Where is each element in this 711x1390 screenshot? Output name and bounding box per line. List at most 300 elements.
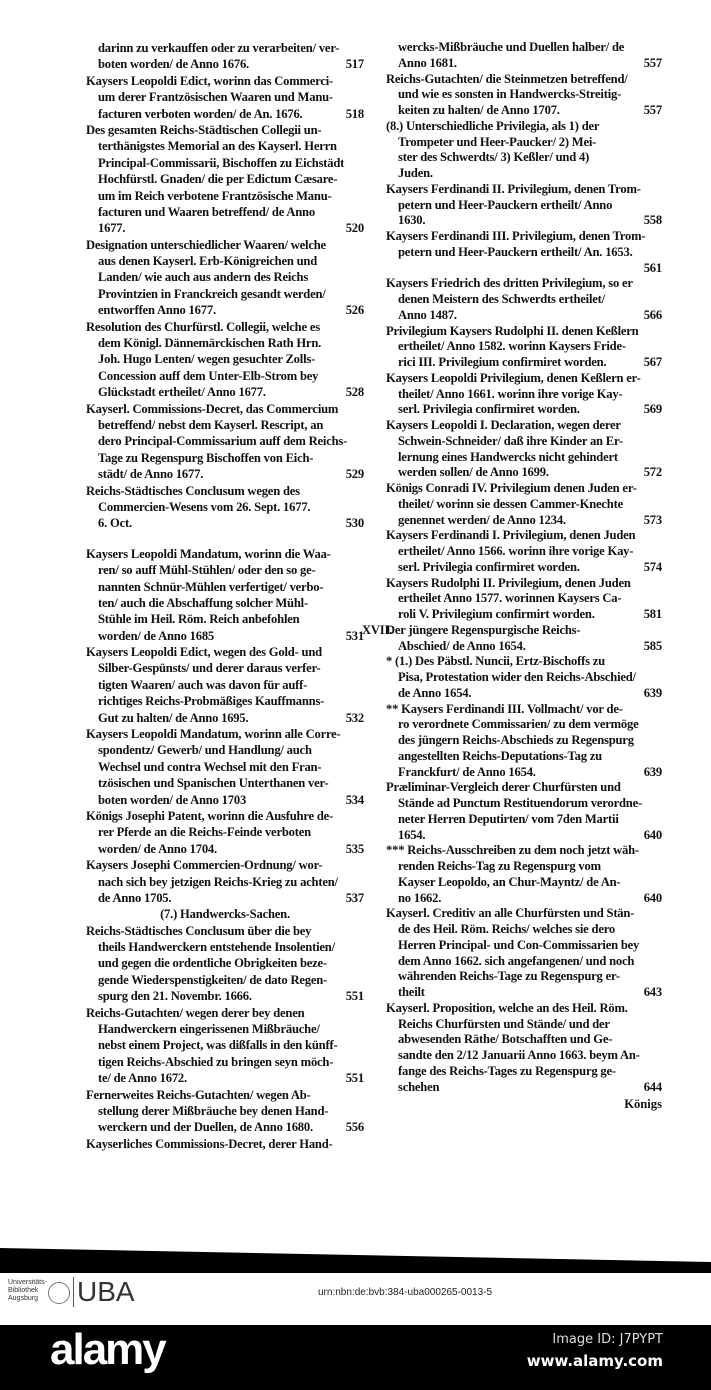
entry-line-text: tigten Waaren/ auch was davon für auff- — [98, 677, 308, 692]
entry-line — [386, 276, 662, 292]
entry-line — [386, 198, 662, 214]
index-entry — [86, 808, 364, 857]
entry-line-text: Silber-Gespünsts/ und derer daraus verfer- — [98, 661, 321, 676]
entry-line — [86, 1119, 364, 1135]
entry-line — [386, 969, 662, 985]
entry-line — [386, 355, 662, 371]
library-footer — [0, 1273, 711, 1325]
entry-line-text: und gegen die ordentliche Obrigkeiten beze- — [98, 956, 327, 971]
index-entry — [386, 843, 662, 906]
left-column — [86, 40, 364, 1152]
entry-line — [386, 150, 662, 166]
entry-line-text: boten worden/ de Anno 1703 — [98, 792, 247, 807]
entry-line-text: terthänigstes Memorial an des Kayserl. Herrn — [98, 139, 337, 154]
entry-line — [386, 954, 662, 970]
entry-line — [386, 387, 662, 403]
page-number: 572 — [643, 465, 662, 480]
entry-line — [386, 843, 662, 859]
entry-line — [86, 808, 364, 824]
entry-line — [86, 579, 364, 595]
entry-line — [386, 245, 662, 261]
page-number: 528 — [345, 385, 364, 400]
page-number: 569 — [643, 402, 662, 417]
entry-line — [86, 726, 364, 742]
entry-line-text: gende Wiederspenstigkeiten/ de dato Regen- — [98, 972, 328, 987]
entry-line-text: Pisa, Protestation wider den Reichs-Abschied/ — [398, 670, 636, 684]
entry-line-text: *** Reichs-Ausschreiben zu dem noch jetzt wäh- — [386, 843, 639, 858]
page-number: 556 — [345, 1120, 364, 1135]
entry-line-text: petern und Heer-Pauckern ertheilt/ An. 1653. — [398, 244, 633, 259]
entry-line — [386, 639, 662, 655]
entry-line — [86, 988, 364, 1004]
entry-line-text: spurg den 21. Novembr. 1666. — [98, 989, 252, 1004]
entry-line-text: tigen Reichs-Abschied zu bringen seyn möch- — [98, 1054, 334, 1069]
entry-line-text: no 1662. — [398, 890, 442, 905]
entry-line-text: lernung eines Handwercks nicht gehindert — [398, 449, 618, 464]
entry-line-text: ertheilet/ Anno 1582. worinn Kaysers Fride- — [398, 339, 626, 354]
page-number: 640 — [643, 827, 662, 842]
entry-line — [86, 269, 364, 285]
entry-line-text: (8.) Unterschiedliche Privilegia, als 1) der — [386, 118, 600, 133]
entry-line — [386, 40, 662, 56]
entry-line — [386, 686, 662, 702]
entry-line — [86, 1005, 364, 1021]
entry-line-text: ro verordnete Commissarien/ zu dem vermöge — [398, 717, 639, 732]
entry-line — [86, 1054, 364, 1070]
entry-line-text: dem Anno 1662. sich angefangenen/ und noch — [398, 953, 635, 968]
entry-line-text: Principal-Commissarii, Bischoffen zu Eichstädt — [98, 155, 345, 170]
index-entry — [86, 1005, 364, 1087]
entry-line-text: werden sollen/ de Anno 1699. — [398, 465, 549, 480]
entry-line-text: schehen — [398, 1079, 440, 1094]
entry-line-text: theilet/ worinn sie dessen Cammer-Knechte — [398, 496, 623, 511]
page-number: 557 — [643, 103, 662, 117]
index-entry — [386, 229, 662, 276]
entry-line — [86, 1070, 364, 1086]
entry-line-text: Kaysers Leopoldi I. Declaration, wegen derer — [386, 418, 621, 432]
entry-line — [86, 857, 364, 873]
index-entry — [86, 923, 364, 1005]
entry-line-text: sandte den 2/12 Januarii Anno 1663. beym An- — [398, 1048, 640, 1062]
entry-line-text: roli V. Privilegium confirmirt worden. — [398, 607, 595, 621]
page-number: 566 — [643, 307, 662, 322]
entry-line — [86, 644, 364, 660]
entry-line-text: Kaysers Josephi Commercien-Ordnung/ wor- — [86, 858, 323, 873]
entry-line — [86, 138, 364, 154]
entry-line-text: ertheilet/ Anno 1566. worinn ihre vorige Kay- — [398, 544, 634, 558]
entry-line-text: 6. Oct. — [98, 516, 132, 531]
entry-line — [86, 122, 364, 138]
entry-line-text: ertheilet Anno 1577. worinnen Kaysers Ca- — [398, 591, 622, 606]
page-number: 644 — [643, 1079, 662, 1094]
entry-line — [386, 324, 662, 340]
entry-line — [386, 292, 662, 308]
index-entry — [386, 72, 662, 119]
entry-line-text: Herren Principal- und Con-Commissarien bey — [398, 937, 640, 952]
entry-line — [86, 56, 364, 72]
entry-line — [86, 742, 364, 758]
entry-line-text: Anno 1487. — [398, 307, 457, 322]
entry-line — [86, 417, 364, 433]
index-entry — [386, 906, 662, 1001]
entry-line-text: Anno 1681. — [398, 55, 457, 70]
page-number: 643 — [643, 985, 662, 999]
entry-line — [386, 544, 662, 560]
entry-line-text: des jüngern Reichs-Abschieds zu Regenspurg — [398, 733, 634, 747]
entry-line — [86, 660, 364, 676]
entry-line-text: Reichs-Städtisches Conclusum wegen des — [86, 483, 300, 498]
entry-line-text: Kaysers Rudolphi II. Privilegium, denen Juden — [386, 575, 631, 590]
entry-line — [86, 677, 364, 693]
entry-line-text: angestellten Reichs-Deputations-Tag zu — [398, 748, 602, 763]
entry-line-text: Kayserliches Commissions-Decret, derer Hand- — [86, 1136, 333, 1151]
entry-line — [86, 515, 364, 531]
entry-line — [386, 654, 662, 670]
entry-line-text: darinn zu verkauffen oder zu verarbeiten/ ver- — [98, 41, 340, 55]
entry-line-text: dem Königl. Dännemärckischen Rath Hrn. — [98, 336, 322, 351]
entry-line — [386, 229, 662, 245]
index-entry — [386, 40, 662, 72]
index-entry — [386, 780, 662, 843]
entry-line — [86, 204, 364, 220]
entry-line-text: nach sich bey jetzigen Reichs-Krieg zu achten/ — [98, 874, 338, 889]
entry-line — [86, 546, 364, 562]
entry-line — [86, 890, 364, 906]
page-number: 551 — [345, 1071, 364, 1086]
entry-line-text: Handwerckern eingerissenen Mißbräuche/ — [98, 1022, 320, 1037]
entry-line-text: Schwein-Schneider/ daß ihre Kinder an Er- — [398, 433, 623, 448]
entry-line-text: Kayser Leopoldo, an Chur-Mayntz/ de An- — [398, 874, 621, 889]
entry-line-text: werckern und der Duellen, de Anno 1680. — [98, 1120, 313, 1135]
page-number: 574 — [643, 559, 662, 574]
scan-edge-band — [0, 1244, 711, 1274]
entry-line-text: Tage zu Regenspurg Bischoffen von Eich- — [98, 450, 314, 465]
index-entry — [86, 40, 364, 73]
entry-line — [86, 450, 364, 466]
entry-line — [386, 985, 662, 1001]
entry-line — [86, 384, 364, 400]
entry-line-text: rici III. Privilegium confirmiret worden. — [398, 355, 607, 369]
entry-line — [86, 759, 364, 775]
entry-line-text: de des Heil. Röm. Reichs/ welches sie dero — [398, 922, 615, 936]
entry-line — [86, 1021, 364, 1037]
entry-line — [86, 595, 364, 611]
entry-line-text: Præliminar-Vergleich derer Churfürsten und — [386, 780, 621, 795]
entry-line-text: Landen/ wie auch aus andern des Reichs — [98, 270, 309, 285]
page-number: 518 — [345, 106, 364, 121]
entry-line-text: Reichs-Gutachten/ wegen derer bey denen — [86, 1005, 305, 1020]
entry-line-text: 1654. — [398, 827, 426, 842]
entry-line — [386, 135, 662, 151]
entry-line-text: theils Handwerckern entstehende Insolentien/ — [98, 940, 335, 955]
entry-line — [386, 497, 662, 513]
entry-line — [386, 702, 662, 718]
entry-line — [386, 875, 662, 891]
entry-line — [386, 182, 662, 198]
entry-line-text: Kaysers Leopoldi Edict, worinn das Commerci- — [86, 73, 334, 88]
entry-line — [86, 302, 364, 318]
margin-section-number: XVII. — [362, 622, 393, 637]
entry-line — [86, 368, 364, 384]
page-number: 520 — [345, 221, 364, 236]
entry-line — [386, 528, 662, 544]
entry-line-text: Resolution des Churfürstl. Collegii, welche es — [86, 319, 320, 334]
entry-line-text: Kaysers Leopoldi Privilegium, denen Keßlern er- — [386, 370, 641, 385]
entry-line — [386, 859, 662, 875]
entry-line-text: Königs Josephi Patent, worinn die Ausfuhre de- — [86, 808, 334, 823]
alamy-logo: alamy — [50, 1325, 165, 1374]
entry-line-text: Juden. — [398, 166, 433, 180]
index-entry — [386, 1001, 662, 1096]
entry-line-text: Kayserl. Commissions-Decret, das Commercium — [86, 401, 339, 416]
entry-line-text: serl. Privilegia confirmiret worden. — [398, 559, 580, 574]
entry-line — [386, 922, 662, 938]
entry-line-text: Kaysers Ferdinandi II. Privilegium, denen Trom- — [386, 181, 641, 196]
entry-line — [86, 351, 364, 367]
entry-line-text: ** Kaysers Ferdinandi III. Vollmacht/ vor de- — [386, 701, 623, 716]
entry-line — [386, 891, 662, 907]
entry-line-text: stellung derer Mißbräuche bey denen Hand- — [98, 1104, 329, 1118]
watermark-url: www.alamy.com — [526, 1352, 663, 1370]
page-number: 573 — [643, 512, 662, 527]
index-entry — [86, 644, 364, 726]
entry-line-text: Concession auff dem Unter-Elb-Strom bey — [98, 368, 319, 383]
page-number: 639 — [643, 764, 662, 779]
entry-line — [86, 237, 364, 253]
entry-line — [86, 611, 364, 627]
entry-line-text: Provintzien in Franckreich gesandt werden/ — [98, 286, 326, 301]
entry-line-text: 1677. — [98, 221, 126, 236]
entry-line — [386, 1032, 662, 1048]
entry-line-text: neter Herren Deputirten/ vom 7den Martii — [398, 811, 619, 826]
entry-line — [86, 562, 364, 578]
page-number: 551 — [345, 989, 364, 1004]
entry-line-text: Glückstadt ertheilet/ Anno 1677. — [98, 385, 266, 400]
entry-line — [86, 401, 364, 417]
entry-line — [386, 670, 662, 686]
entry-line-text: richtiges Reichs-Probmäßiges Kauffmanns- — [98, 694, 325, 709]
section-heading-text: (7.) Handwercks-Sachen. — [160, 907, 290, 922]
page-number: 639 — [643, 685, 662, 700]
index-entry — [386, 276, 662, 323]
entry-line-text: währenden Reichs-Tage zu Regenspurg er- — [398, 969, 620, 984]
index-entry — [386, 481, 662, 528]
entry-line-text: Kaysers Leopoldi Edict, wegen des Gold- und — [86, 645, 322, 660]
index-entry — [86, 1087, 364, 1136]
index-entry — [86, 401, 364, 483]
entry-line — [386, 906, 662, 922]
entry-line — [86, 841, 364, 857]
entry-line-text: de Anno 1654. — [398, 685, 472, 700]
index-entry — [86, 73, 364, 122]
entry-line — [386, 339, 662, 355]
library-logo: UBA — [73, 1277, 135, 1307]
index-entry — [386, 182, 662, 229]
entry-line — [386, 591, 662, 607]
entry-line-text: um derer Frantzösischen Waaren und Manu- — [98, 90, 333, 105]
entry-line — [86, 1037, 364, 1053]
entry-line-text: worden/ de Anno 1685 — [98, 628, 215, 643]
index-entry — [86, 122, 364, 237]
entry-line-text: Kaysers Ferdinandi I. Privilegium, denen Juden — [386, 528, 636, 543]
index-entry — [86, 726, 364, 808]
entry-line — [386, 938, 662, 954]
page-number: 537 — [345, 890, 364, 905]
entry-line — [386, 749, 662, 765]
library-name-line: Bibliothek — [8, 1287, 39, 1294]
entry-line-text: Wechsel und contra Wechsel mit den Fran- — [98, 759, 322, 774]
entry-line — [86, 874, 364, 890]
entry-line-text: Hochfürstl. Gnaden/ die per Edictum Cæsare- — [98, 172, 338, 187]
entry-line — [86, 171, 364, 187]
entry-line — [386, 450, 662, 466]
page-number: 526 — [345, 303, 364, 318]
entry-line — [386, 56, 662, 72]
entry-line-text: Des gesamten Reichs-Städtischen Collegii un- — [86, 122, 322, 137]
entry-line-text: Designation unterschiedlicher Waaren/ welche — [86, 237, 326, 252]
entry-line-text: theilet/ Anno 1661. worinn ihre vorige Kay- — [398, 386, 623, 401]
section-heading — [86, 906, 364, 922]
index-entry — [86, 546, 364, 644]
page-number: 535 — [345, 841, 364, 856]
entry-line — [386, 481, 662, 497]
index-entry — [86, 319, 364, 401]
entry-line-text: facturen verboten worden/ de An. 1676. — [98, 106, 303, 121]
entry-line — [86, 972, 364, 988]
entry-line — [386, 87, 662, 103]
entry-line — [86, 499, 364, 515]
entry-line-text: aus denen Kayserl. Erb-Königreichen und — [98, 254, 318, 269]
entry-line — [386, 1048, 662, 1064]
entry-line — [386, 308, 662, 324]
entry-line — [386, 607, 662, 623]
index-entry — [86, 237, 364, 319]
entry-line — [386, 1017, 662, 1033]
entry-line — [386, 796, 662, 812]
entry-line — [386, 119, 662, 135]
entry-line — [86, 253, 364, 269]
entry-line — [86, 1087, 364, 1103]
entry-line-text: Reichs Churfürsten und Stände/ und der — [398, 1016, 610, 1031]
entry-line — [386, 72, 662, 88]
entry-line — [386, 166, 662, 182]
entry-line — [86, 188, 364, 204]
entry-line-text: Joh. Hugo Lenten/ wegen gesuchter Zolls- — [98, 352, 316, 367]
library-name-line: Augsburg — [8, 1295, 38, 1302]
index-entry — [386, 119, 662, 182]
entry-line-text: Reichs-Städtisches Conclusum über die bey — [86, 923, 312, 938]
index-entry — [386, 528, 662, 575]
entry-line — [386, 434, 662, 450]
entry-line-text: entworffen Anno 1677. — [98, 303, 216, 318]
entry-line — [386, 812, 662, 828]
page-number: 558 — [643, 213, 662, 228]
page-number: 517 — [345, 57, 364, 72]
entry-line — [86, 824, 364, 840]
spacer — [86, 532, 364, 546]
index-entry — [386, 418, 662, 481]
entry-line-text: Reichs-Gutachten/ die Steinmetzen betreffend/ — [386, 71, 628, 86]
entry-line — [386, 371, 662, 387]
right-column — [362, 40, 662, 1112]
entry-line — [386, 780, 662, 796]
entry-line-text: und wie es sonsten in Handwercks-Streitig- — [398, 87, 622, 102]
entry-line — [86, 335, 364, 351]
entry-line — [86, 319, 364, 335]
entry-line — [86, 155, 364, 171]
entry-line-text: tzösischen und Spanischen Unterthanen ver- — [98, 776, 329, 791]
entry-line-text: Commercien-Wesens vom 26. Sept. 1677. — [98, 499, 311, 514]
entry-line-text: Kaysers Ferdinandi III. Privilegium, denen Trom- — [386, 229, 646, 243]
entry-line-text: um im Reich verbotene Frantzösische Manu- — [98, 188, 332, 203]
entry-line-text: ren/ so auff Mühl-Stühlen/ oder den so ge- — [98, 563, 316, 578]
index-entry — [362, 622, 662, 655]
entry-line-text: boten worden/ de Anno 1676. — [98, 57, 249, 72]
entry-line-text: fange des Reichs-Tages zu Regenspurg ge- — [398, 1063, 616, 1078]
entry-line — [86, 1136, 364, 1152]
entry-line-text: Stühle im Heil. Röm. Reich anbefohlen — [98, 612, 300, 627]
image-id: Image ID: J7PYPT — [552, 1332, 663, 1347]
index-entry — [386, 324, 662, 371]
entry-line — [86, 923, 364, 939]
index-entry — [386, 371, 662, 418]
entry-line-text: betreffend/ nebst dem Kayserl. Rescript, an — [98, 417, 324, 432]
entry-line — [86, 286, 364, 302]
page-number: 531 — [345, 628, 364, 643]
entry-line — [386, 1080, 662, 1096]
entry-line — [86, 792, 364, 808]
index-entry — [386, 702, 662, 781]
page-number: 585 — [643, 638, 662, 653]
entry-line-text: Privilegium Kaysers Rudolphi II. denen Keßlern — [386, 323, 639, 338]
entry-line-text: keiten zu halten/ de Anno 1707. — [398, 103, 560, 117]
entry-line — [86, 483, 364, 499]
page-number: 640 — [643, 890, 662, 905]
entry-line-text: spondentz/ Gewerb/ und Handlung/ auch — [98, 743, 312, 758]
entry-line-text: 1630. — [398, 213, 426, 228]
entry-line — [386, 513, 662, 529]
index-entry — [386, 576, 662, 623]
entry-line-text: Kaysers Friedrich des dritten Privilegium, so er — [386, 276, 633, 291]
entry-line — [86, 693, 364, 709]
library-name — [8, 1279, 47, 1303]
entry-line — [86, 775, 364, 791]
entry-line — [386, 717, 662, 733]
entry-line-text: Gut zu halten/ de Anno 1695. — [98, 710, 249, 725]
entry-line — [386, 1064, 662, 1080]
entry-line-text: Kaysers Leopoldi Mandatum, worinn die Waa- — [86, 546, 331, 561]
entry-line — [386, 103, 662, 119]
entry-line — [86, 106, 364, 122]
entry-line-text: Stände ad Punctum Restituendorum verordne- — [398, 796, 642, 810]
urn-identifier: urn:nbn:de:bvb:384-uba000265-0013-5 — [318, 1287, 493, 1298]
entry-line-text: Franckfurt/ de Anno 1654. — [398, 764, 536, 779]
entry-line — [386, 560, 662, 576]
entry-line — [386, 418, 662, 434]
library-name-line: Universitäts- — [8, 1279, 47, 1286]
entry-line-text: worden/ de Anno 1704. — [98, 841, 217, 856]
entry-line-text: rer Pferde an die Reichs-Feinde verboten — [98, 825, 311, 840]
entry-line — [386, 213, 662, 229]
entry-line-text: te/ de Anno 1672. — [98, 1071, 187, 1086]
entry-line-text: petern und Heer-Pauckern ertheilt/ Anno — [398, 197, 613, 212]
entry-line-text: facturen und Waaren betreffend/ de Anno — [98, 204, 315, 219]
entry-line-text: theilt — [398, 985, 425, 999]
entry-line-text: Kayserl. Proposition, welche an des Heil. Röm. — [386, 1000, 628, 1015]
page-number: 532 — [345, 710, 364, 725]
entry-line — [86, 73, 364, 89]
catchword: Königs — [624, 1097, 662, 1112]
